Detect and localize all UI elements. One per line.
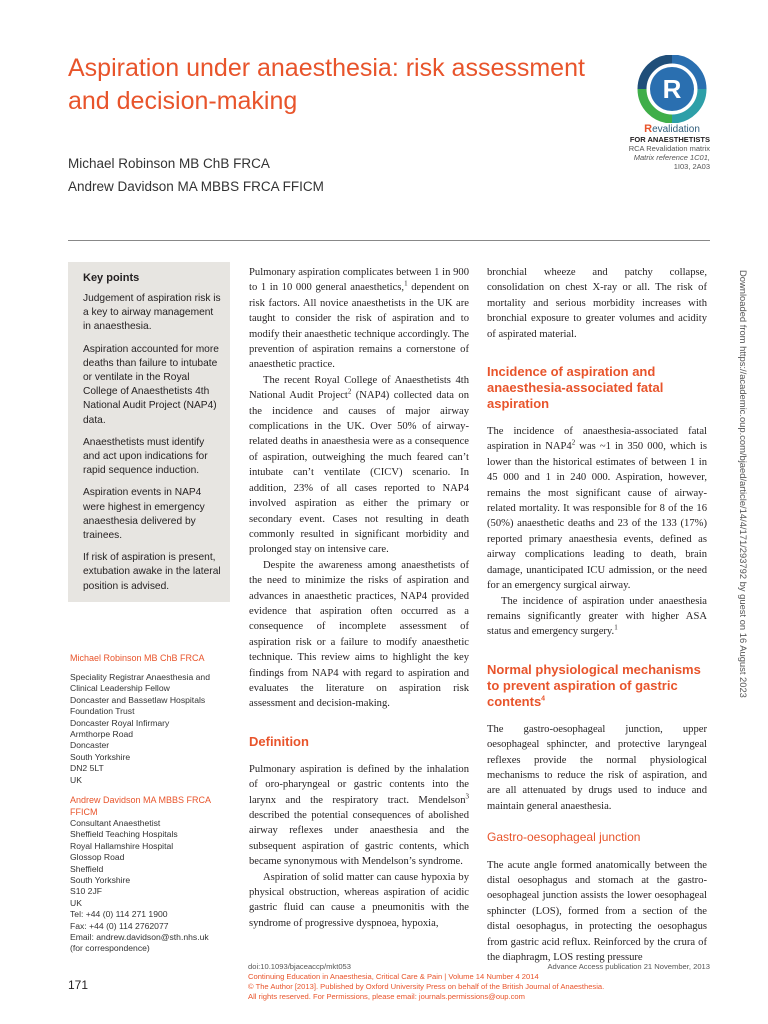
address-line: (for correspondence) bbox=[70, 943, 150, 954]
address-line: Speciality Registrar Anaesthesia and bbox=[70, 672, 210, 682]
section-heading-definition: Definition bbox=[249, 733, 309, 749]
paragraph: The incidence of anaesthesia-associated fatal aspiration in $NAP4^2$ was ~1 in 350 000, which is lower than the historical estimates of between 1 in 45 000 and 1 in 240 000. Aspiration, however, remains the most significant cause of airway-related mortality. It was responsible for 8 of the 16 (50%) anaesthetic deaths and 23 of the 133 (17%) reported primary anaesthesia events, defined as airway complications leading to death, brain damage, unanticipated ICU admission, or the need for an emergency surgical airway. bbox=[487, 426, 707, 592]
paragraph: bronchial wheeze and patchy collapse, consolidation on chest X-ray or all. The risk of mortality and serious morbidity increases with bronchial exposure to greater volumes and acidity of aspirated material. bbox=[487, 267, 707, 340]
address-line: Sheffield bbox=[70, 863, 104, 874]
key-point-item: Aspiration accounted for more deaths than failure to intubate or ventilate in the Royal College of Anaesthetists 4th National Audit Project (NAP4) data. bbox=[83, 343, 219, 426]
affiliation-2-address bbox=[70, 818, 240, 955]
revalidation-matrix: RCA Revalidation matrix bbox=[628, 144, 710, 153]
paragraph: Pulmonary aspiration is defined by the inhalation of oro-pharyngeal or gastric contents into the larynx and the respiratory tract. Mendelson$^3$ described the potential consequences of abolished airway reflexes under anaesthesia and the subsequent aspiration of gastric contents, which became synonymous with Mendelson’s syndrome. bbox=[249, 763, 469, 868]
author-2: Andrew Davidson MA MBBS FRCA FFICM bbox=[68, 179, 324, 194]
address-line: UK bbox=[70, 897, 82, 908]
address-line: S10 2JF bbox=[70, 886, 103, 897]
key-point-item: Aspiration events in NAP4 were highest in emergency anaesthesia delivered by trainees. bbox=[83, 487, 205, 542]
body-column-2 bbox=[487, 265, 707, 965]
footer-journal: Continuing Education in Anaesthesia, Critical Care & Pain | Volume 14 Number 4 2014 bbox=[248, 972, 539, 981]
address-line: Clinical Leadership Fellow bbox=[70, 683, 170, 694]
key-point-item: If risk of aspiration is present, extubation awake in the lateral position is advised. bbox=[83, 552, 221, 592]
footer-advance-access: Advance Access publication 21 November, 2013 bbox=[547, 962, 710, 971]
key-point-item: Judgement of aspiration risk is a key to airway management in anaesthesia. bbox=[83, 293, 221, 333]
address-line: Consultant Anaesthetist bbox=[70, 818, 161, 828]
page-footer bbox=[248, 962, 710, 1002]
affiliation-2 bbox=[70, 794, 240, 955]
address-line: Email: andrew.davidson@sth.nhs.uk bbox=[70, 932, 209, 943]
paragraph: Aspiration of solid matter can cause hypoxia by physical obstruction, whereas aspiration of acidic gastric fluid can cause a pneumonitis with the syndrome of progressive dyspnoea, hypoxia, bbox=[249, 871, 469, 929]
page-number: 171 bbox=[68, 978, 89, 992]
affiliation-1-address bbox=[70, 672, 240, 786]
revalidation-logo-icon bbox=[634, 55, 710, 123]
header-divider bbox=[68, 240, 710, 241]
paragraph: The recent Royal College of Anaesthetists 4th National Audit Project$^2$ (NAP4) collected data on the incidence and causes of major airway complications in the UK. Over 50% of airway-related deaths in anaesthesia were as a consequence of aspiration, outweighing the much feared can’t intubate can’t ventilate (CICV) scenario. In addition, 23% of all cases reported to NAP4 involved aspiration as either the primary or secondary event. Cases not resulting in death commonly resulted in significant morbidity and prolonged stay on intensive care. bbox=[249, 374, 470, 556]
footer-copyright: © The Author [2013]. Published by Oxford University Press on behalf of the British Journal of Anaesthesia. bbox=[248, 982, 605, 991]
address-line: Doncaster and Bassetlaw Hospitals bbox=[70, 694, 206, 705]
address-line: UK bbox=[70, 774, 82, 785]
key-point-item: Anaesthetists must identify and act upon indications for rapid sequence induction. bbox=[83, 436, 208, 477]
footer-doi: doi:10.1093/bjaceaccp/mkt053 bbox=[248, 962, 352, 971]
revalidation-ref: Matrix reference 1C01, bbox=[633, 153, 710, 162]
paragraph: The incidence of aspiration under anaesthesia remains significantly greater with higher ASA status and emergency surgery.$^1$ bbox=[487, 595, 707, 638]
address-line: Doncaster Royal Infirmary bbox=[70, 717, 170, 728]
revalidation-name: Revalidation bbox=[644, 123, 700, 135]
author-1: Michael Robinson MB ChB FRCA bbox=[68, 156, 270, 171]
section-heading-incidence: Incidence of aspiration and anaesthesia-associated fatal aspiration bbox=[487, 364, 664, 412]
paragraph: The acute angle formed anatomically between the distal oesophagus and stomach at the gastro-oesophageal junction assists the lower oesophageal sphincter (LOS), formed from a section of the distal oesophagus, in protecting the oesophagus from gastric acid reflux. Reinforced by the crura of the diaphragm, LOS resting pressure bbox=[487, 859, 707, 963]
affiliation-1 bbox=[70, 652, 240, 786]
address-line: Royal Hallamshire Hospital bbox=[70, 840, 174, 851]
affiliation-1-name: Michael Robinson MB ChB FRCA bbox=[70, 653, 205, 663]
paragraph: Despite the awareness among anaesthetists of the need to minimize the risks of aspiration and advances in anaesthetic practices, NAP4 provided evidence that aspiration often occurred as a consequence of incomplete assessment of aspiration risk or a failure to modify anaesthetic technique. This review aims to highlight the key findings from NAP4 with regard to aspiration and evaluates the literature on aspiration risk assessment and decision-making. bbox=[249, 559, 469, 710]
address-line: Sheffield Teaching Hospitals bbox=[70, 829, 178, 840]
address-line: Fax: +44 (0) 114 2762077 bbox=[70, 920, 169, 931]
download-notice bbox=[735, 270, 751, 770]
address-line: South Yorkshire bbox=[70, 751, 131, 762]
footer-rights: All rights reserved. For Permissions, please email: journals.permissions@oup.com bbox=[248, 992, 525, 1001]
address-line: Doncaster bbox=[70, 740, 110, 751]
article-title: Aspiration under anaesthesia: risk assessment and decision-making bbox=[68, 54, 585, 115]
address-line: Tel: +44 (0) 114 271 1900 bbox=[70, 909, 168, 920]
download-notice-text: Downloaded from https://academic.oup.com/bjaed/article/14/4/171/293792 by guest on 16 August 2023 bbox=[738, 270, 749, 698]
address-line: Foundation Trust bbox=[70, 706, 135, 717]
revalidation-letter: R bbox=[662, 74, 682, 104]
key-points-heading: Key points bbox=[83, 272, 140, 284]
revalidation-for: FOR ANAESTHETISTS bbox=[629, 135, 710, 144]
author-list bbox=[68, 152, 324, 198]
address-line: DN2 5LT bbox=[70, 763, 104, 774]
revalidation-badge bbox=[610, 55, 710, 171]
paragraph: Pulmonary aspiration complicates between 1 in 900 to 1 in 10 000 general anaesthetics,$^1$ dependent on risk factors. All novice anaesthetists in the UK are taught to consider the risk of aspiration and to modify their anaesthetic technique accordingly. The prevention of aspiration remains a cornerstone of anaesthetic practice. bbox=[249, 267, 469, 371]
subheading-gastro-junction: Gastro-oesophageal junction bbox=[487, 830, 641, 845]
address-line: Glossop Road bbox=[70, 852, 125, 863]
address-line: South Yorkshire bbox=[70, 875, 131, 886]
body-column-1 bbox=[249, 265, 469, 931]
affiliation-2-name: Andrew Davidson MA MBBS FRCA FFICM bbox=[70, 795, 211, 817]
section-heading-normal-mechanisms: Normal physiological mechanisms to prevent aspiration of gastric contents$^4$ bbox=[487, 661, 701, 709]
address-line: Armthorpe Road bbox=[70, 729, 134, 740]
key-points-box bbox=[68, 262, 230, 602]
paragraph: The gastro-oesophageal junction, upper oesophageal sphincter, and protective laryngeal reflexes provide the normal physiological mechanisms to reduce the risk of aspiration, and are all attenuated by drugs used to induce and maintain general anaesthesia. bbox=[487, 723, 707, 812]
revalidation-ref-cont: 1I03, 2A03 bbox=[673, 162, 710, 171]
